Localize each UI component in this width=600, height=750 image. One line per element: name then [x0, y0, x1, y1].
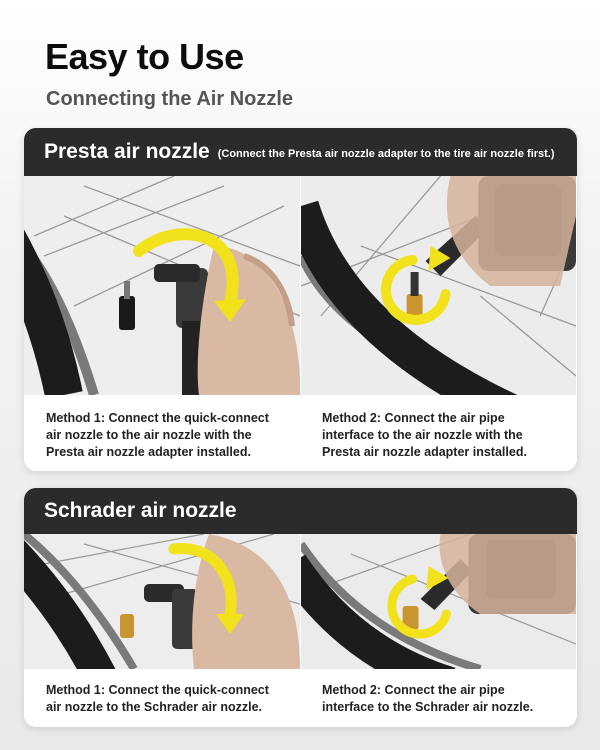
schrader-method2-photo [300, 534, 576, 669]
presta-card-header [24, 128, 577, 176]
presta-method2-photo [300, 176, 576, 395]
presta-method2-illustration [301, 176, 576, 395]
schrader-captions [24, 669, 577, 716]
presta-note-suffix: ) [550, 148, 555, 160]
schrader-photos [24, 534, 577, 669]
schrader-card-title: Schrader air nozzle [44, 499, 237, 522]
presta-method1-photo [24, 176, 300, 395]
page-subtitle: Connecting the Air Nozzle [46, 88, 294, 110]
presta-method2-caption: Method 2: Connect the air pipe interface to the air nozzle with the Presta air nozzle adapter installed. [322, 411, 527, 459]
presta-photos [24, 176, 577, 395]
page-title: Easy to Use [45, 36, 244, 77]
presta-card [24, 128, 577, 471]
presta-note-emphasis: first. [527, 148, 551, 160]
schrader-method2-caption: Method 2: Connect the air pipe interface to the Schrader air nozzle. [322, 683, 534, 714]
schrader-method1-photo [24, 534, 300, 669]
schrader-card [24, 488, 577, 727]
schrader-method1-caption: Method 1: Connect the quick-connect air nozzle to the Schrader air nozzle. [46, 683, 269, 714]
schrader-method1-illustration [24, 534, 300, 669]
presta-card-note [218, 148, 555, 160]
schrader-card-header [24, 488, 577, 534]
presta-captions [24, 395, 577, 461]
presta-note-prefix: (Connect the Presta air nozzle adapter to the tire air nozzle [217, 148, 528, 160]
schrader-method2-illustration [301, 534, 576, 669]
presta-method1-illustration [24, 176, 300, 395]
presta-method1-caption: Method 1: Connect the quick-connect air nozzle to the air nozzle with the Presta air nozzle adapter installed. [46, 411, 269, 459]
presta-card-title: Presta air nozzle [44, 140, 210, 163]
